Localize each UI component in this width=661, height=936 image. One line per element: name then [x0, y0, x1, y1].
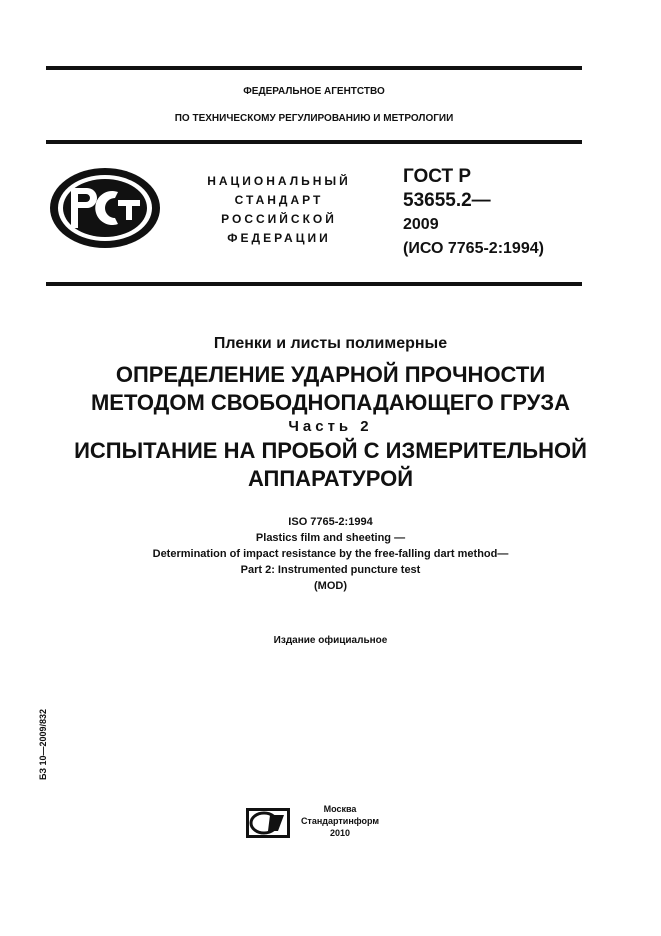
title-main-line-1: ОПРЕДЕЛЕНИЕ УДАРНОЙ ПРОЧНОСТИ [115, 362, 546, 387]
national-line-3: РОССИЙСКОЙ [221, 212, 337, 226]
gost-designation [403, 165, 544, 261]
national-line-4: ФЕДЕРАЦИИ [227, 231, 331, 245]
title-main-line-2: МЕТОДОМ СВОБОДНОПАДАЮЩЕГО ГРУЗА [90, 390, 571, 415]
iso-line-2: Plastics film and sheeting — [255, 532, 406, 544]
gost-label: ГОСТ Р [403, 166, 472, 187]
top-rule [46, 66, 582, 70]
title-part: Часть 2 [288, 418, 373, 435]
publisher-city: Москва [323, 804, 357, 814]
rst-logo [48, 166, 162, 250]
gost-year: 2009 [403, 216, 439, 233]
publisher-block [300, 803, 380, 839]
publisher-name: Стандартинформ [300, 816, 380, 826]
publisher-logo [246, 808, 290, 838]
iso-line-1: ISO 7765-2:1994 [288, 516, 373, 528]
agency-line-2: ПО ТЕХНИЧЕСКОМУ РЕГУЛИРОВАНИЮ И МЕТРОЛОГИИ [174, 113, 454, 124]
header-rule [46, 140, 582, 144]
iso-line-5: (MOD) [314, 580, 347, 592]
iso-line-3: Determination of impact resistance by the free-falling dart method— [152, 548, 509, 560]
agency-line-1: ФЕДЕРАЛЬНОЕ АГЕНТСТВО [243, 86, 385, 97]
side-code: БЗ 10—2009/832 [38, 708, 48, 780]
gost-number: 53655.2— [403, 190, 491, 211]
title-sub-line-1: ИСПЫТАНИЕ НА ПРОБОЙ С ИЗМЕРИТЕЛЬНОЙ [74, 438, 587, 463]
title-rule [46, 282, 582, 286]
national-line-2: СТАНДАРТ [234, 193, 324, 207]
title-sub-line-2: АППАРАТУРОЙ [247, 466, 414, 491]
publisher-year: 2010 [329, 828, 351, 838]
edition-label: Издание официальное [273, 635, 388, 646]
gost-iso-ref: (ИСО 7765-2:1994) [403, 240, 544, 257]
title-category: Пленки и листы полимерные [213, 335, 448, 352]
national-line-1: НАЦИОНАЛЬНЫЙ [207, 174, 351, 188]
iso-line-4: Part 2: Instrumented puncture test [240, 564, 421, 576]
